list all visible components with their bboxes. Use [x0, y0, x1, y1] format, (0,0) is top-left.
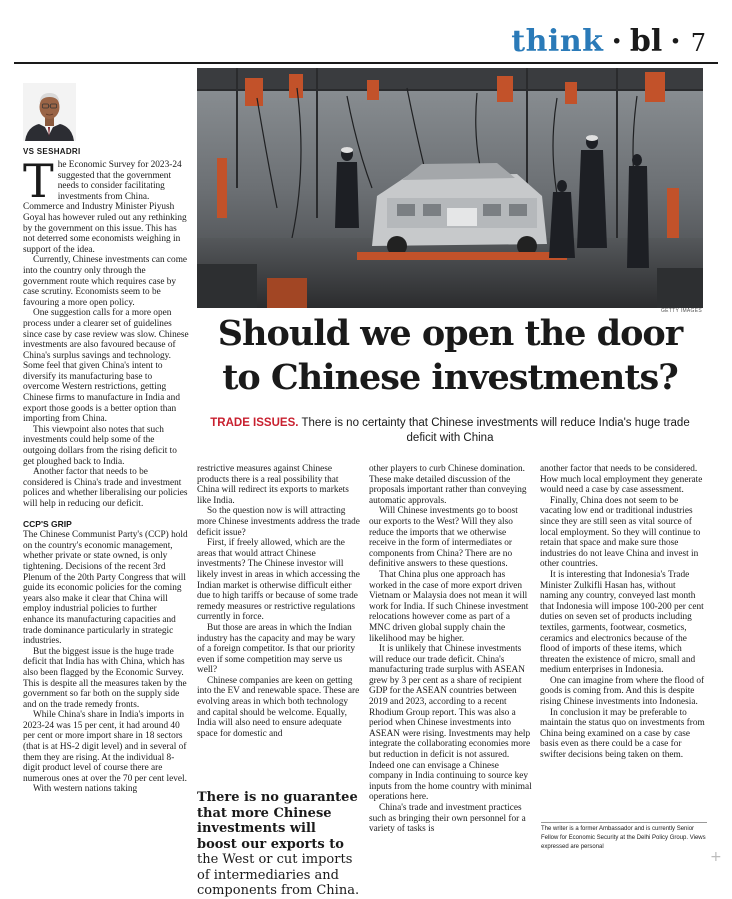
author-byline: VS SESHADRI: [23, 147, 81, 156]
plus-icon: +: [710, 849, 722, 865]
masthead-section: bl: [629, 24, 663, 59]
body-paragraph: This viewpoint also notes that such investments could help some of the outgoing dollars from the rising deficit to get ploughed back to India.: [23, 424, 177, 467]
headline-line: to Chinese investments?: [222, 357, 678, 398]
body-paragraph: The Chinese Communist Party's (CCP) hold on the country's economic management, whether private or state owned, is only tightening. Decisions of the recent 3rd Plenum of the 20th Party Congress that will guide its economic policies for the coming years also make it clear that China will employ industrial policies to further enhance its manufacturing capacities and trade dominance particularly in strategic industries.: [23, 530, 188, 647]
pull-quote-bold: There is no guarantee that more Chinese investments will boost our exports to: [197, 790, 358, 852]
body-paragraph: It is interesting that Indonesia's Trade Minister Zulkifli Hasan has, without naming any country, conveyed last month that Indonesia will impose 100-200 per cent duties on seven set of products including textiles, garments, footwear, cosmetics, ceramics and electronics because of the flood of imports of these items, which threaten the existence of micro, small and medium enterprises in Indonesia.: [540, 569, 704, 676]
body-paragraph: First, if freely allowed, which are the areas that would attract Chinese investments? The Chinese investor will likely invest in areas in which accessing the Indian market is otherwise difficult either due to high tariffs or because of some trade remedy measures or restrictive regulations currently in force.: [197, 538, 360, 623]
masthead: [511, 24, 706, 60]
pull-quote: [197, 790, 360, 899]
article-column-2: [197, 464, 360, 739]
body-paragraph: With western nations taking: [33, 784, 138, 795]
body-paragraph: other players to curb Chinese domination. These make detailed discussion of the proposals important rather than conveying automatic approvals.: [369, 464, 527, 506]
article-column-4: [540, 464, 705, 761]
masthead-brand: think: [511, 24, 604, 59]
body-paragraph: In conclusion it may be preferable to maintain the status quo on investments from China being examined on a case by case basis even as there could be a case for swifter decisions being taken on them.: [540, 707, 705, 761]
body-paragraph: But the biggest issue is the huge trade deficit that India has with China, which has also been flagged by the Economic Survey. This is despite all the measures taken by the government so far both on the supply side and on the trade remedy fronts.: [23, 646, 187, 710]
standfirst-kicker: TRADE ISSUES.: [210, 417, 299, 429]
body-paragraph: he Economic Survey for 2023-24 suggested that the government needs to consider facilitating investments from China. Commerce and Industry Minister Piyush Goyal has however ruled out any rethinking by the government on this issue. This has not deterred some economists weighing in support of the idea.: [23, 160, 187, 255]
factory-photo: [197, 68, 703, 308]
body-paragraph: Another factor that needs to be considered is China's trade and investment polices and whether liberalising our policies will help in reducing our deficit.: [23, 467, 188, 509]
masthead-separator: ·: [611, 24, 622, 59]
headline: [197, 312, 703, 400]
top-rule: [14, 62, 718, 64]
body-paragraph: That China plus one approach has worked in the case of more export driven Vietnam or Malaysia does not mean it will work for India. If such Chinese investment relocations however come as part of a MNC driven global supply chain the likelihood may be higher.: [369, 569, 529, 644]
masthead-separator: ·: [670, 24, 681, 59]
body-paragraph: One can imagine from where the flood of goods is coming from. And this is despite rising Chinese investments into Indonesia.: [540, 675, 705, 708]
body-paragraph: It is unlikely that Chinese investments will reduce our trade deficit. China's manufacturing trade surplus with ASEAN grew by 3 per cent as a share of recipient GDP for the ASEAN countries between 2019 and 2023, according to a recent Rhodium Group report. This was also a period when Chinese investments into ASEAN were rising. Investments may help integrate the collaborating economies more but reduction in deficit is not assured. Indeed one can envisage a Chinese company in India continuing to source key inputs from the home country with minimal operations here.: [369, 644, 532, 803]
body-paragraph: While China's share in India's imports in 2023-24 was 15 per cent, it had around 40 per cent or more import share in 18 sectors (that is at HS-2 digit level) and in several of them they are rising. At the individual 8-digit product level of course there are numerous ones at over the 70 per cent level.: [23, 710, 187, 784]
body-paragraph: One suggestion calls for a more open process under a clearer set of guidelines since case by case review was slow. Chinese investments are also favoured because of China's surplus savings and technology. Some feel that given China's intent to diversify its manufacturing base to overcome Western restrictions, getting Chinese firms to manufacture in India and export those goods is a better option than importing from China.: [23, 308, 189, 425]
body-paragraph: Finally, China does not seem to be vacating low end or traditional industries since they are still seen as vital source of local employment. So they will continue to retain that space and make sure those industries do not leave China and invest in other countries.: [540, 495, 701, 570]
author-bio: The writer is a former Ambassador and is currently Senior Fellow for Economic Security at the Delhi Policy Group. Views expressed are personal: [541, 822, 707, 851]
body-paragraph: Chinese companies are keen on getting into the EV and renewable space. These are evolving areas in which both technology and capital should be welcome. Equally, India will also need to ensure adequate space for domestic and: [197, 675, 360, 739]
body-paragraph: China's trade and investment practices such as bringing their own personnel for a variety of tasks is: [369, 803, 526, 835]
body-paragraph: Will Chinese investments go to boost our exports to the West? Will they also reduce the imports that we otherwise receive in the form of intermediates or components from China? There are no definitive answers to these questions.: [369, 506, 518, 570]
standfirst-text: There is no certainty that Chinese investments will reduce India's huge trade deficit with China: [301, 417, 690, 444]
drop-cap: T: [23, 154, 54, 208]
body-paragraph: But those are areas in which the Indian industry has the capacity and may be wary of a foreign competitor. Is that our priority even if some competition may serve us well?: [197, 622, 356, 676]
body-paragraph: restrictive measures against Chinese products there is a real possibility that China will redirect its exports to markets like India.: [197, 464, 349, 506]
article-column-1: [23, 154, 189, 795]
pull-quote-regular: the West or cut imports of intermediaries and components from China.: [197, 852, 360, 898]
standfirst: [200, 416, 700, 446]
body-paragraph: Currently, Chinese investments can come into the country only through the government route which requires case by case scrutiny. Economists seem to be favouring a more open policy.: [23, 255, 188, 308]
body-paragraph: So the question now is will attracting more Chinese investments address the trade deficit issue?: [197, 506, 360, 538]
author-photo: [23, 83, 76, 141]
headline-line: Should we open the door: [217, 313, 683, 354]
body-paragraph: another factor that needs to be considered. How much local employment they generate would need a case by case assessment.: [540, 464, 703, 496]
section-subhead: CCP'S GRIP: [23, 518, 72, 529]
article-column-3: [369, 464, 532, 835]
page-number: 7: [690, 29, 706, 57]
photo-credit: GETTY IMAGES: [660, 308, 702, 314]
